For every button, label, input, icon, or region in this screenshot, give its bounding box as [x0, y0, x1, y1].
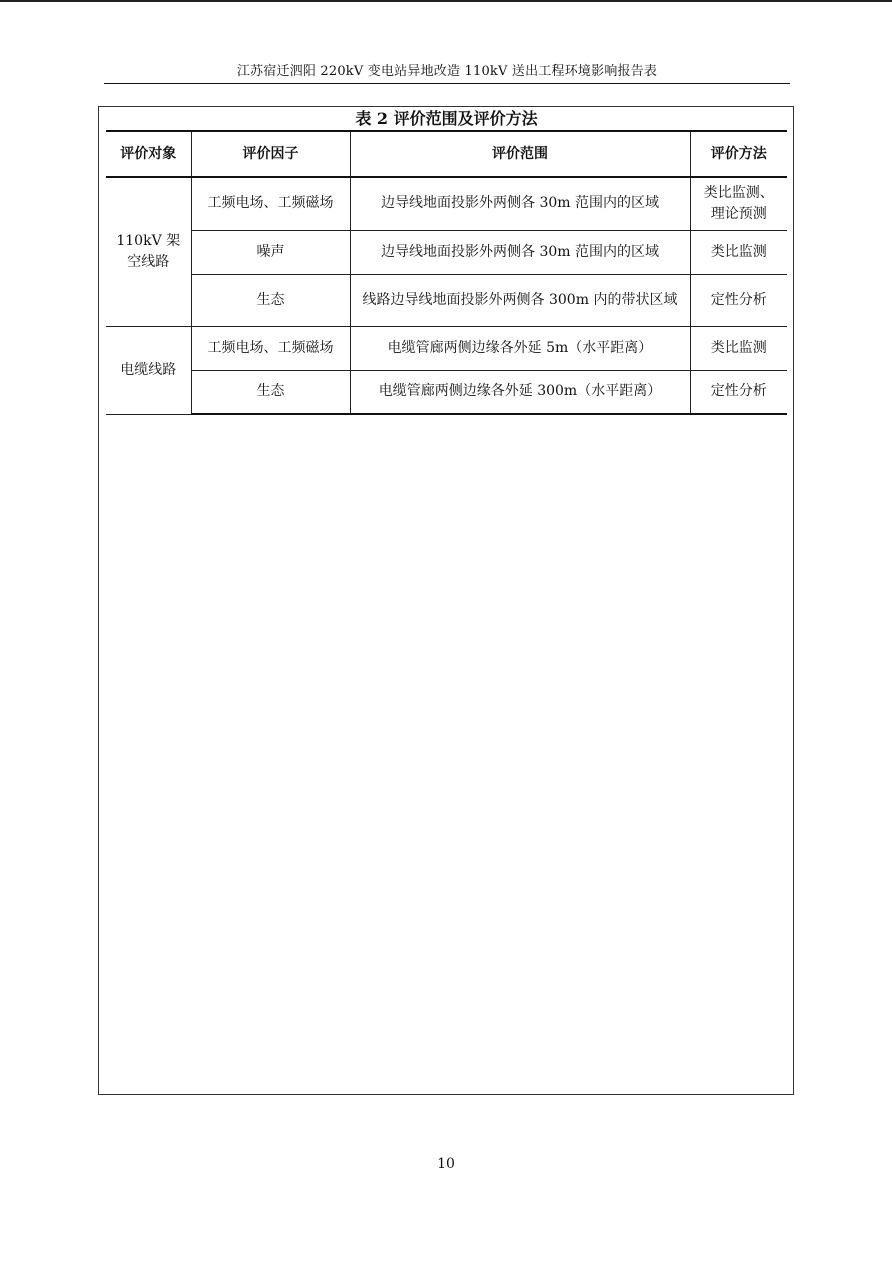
- page-top-edge: [0, 0, 892, 2]
- cell-method: 类比监测: [690, 326, 787, 370]
- cell-range: 边导线地面投影外两侧各 30m 范围内的区域: [350, 177, 690, 230]
- column-header-factor: 评价因子: [191, 131, 350, 177]
- column-header-range: 评价范围: [350, 131, 690, 177]
- cell-method: 定性分析: [690, 370, 787, 414]
- document-header: 江苏宿迁泗阳 220kV 变电站异地改造 110kV 送出工程环境影响报告表: [236, 64, 658, 79]
- cell-object-cable-line: 电缆线路: [106, 326, 191, 414]
- cell-factor: 生态: [191, 274, 350, 326]
- table-row: [106, 326, 787, 370]
- table-row: [106, 274, 787, 326]
- cell-range: 电缆管廊两侧边缘各外延 5m（水平距离）: [350, 326, 690, 370]
- cell-factor: 工频电场、工频磁场: [191, 177, 350, 230]
- cell-method: 类比监测: [690, 230, 787, 274]
- cell-method: [690, 177, 787, 230]
- object-label: 110kV 架空线路: [116, 232, 181, 270]
- page-number: 10: [437, 1156, 455, 1172]
- cell-range: 线路边导线地面投影外两侧各 300m 内的带状区域: [350, 274, 690, 326]
- table-row: [106, 230, 787, 274]
- cell-factor: 生态: [191, 370, 350, 414]
- column-header-method: 评价方法: [690, 131, 787, 177]
- table-caption: 表 2 评价范围及评价方法: [355, 109, 538, 128]
- header-divider: [104, 83, 790, 84]
- cell-range: 电缆管廊两侧边缘各外延 300m（水平距离）: [350, 370, 690, 414]
- cell-method: 定性分析: [690, 274, 787, 326]
- table-row: [106, 177, 787, 230]
- cell-factor: 噪声: [191, 230, 350, 274]
- column-header-object: 评价对象: [106, 131, 191, 177]
- evaluation-table: [106, 130, 787, 415]
- cell-object-overhead-line: [106, 177, 191, 326]
- cell-range: 边导线地面投影外两侧各 30m 范围内的区域: [350, 230, 690, 274]
- method-label: 类比监测、理论预测: [703, 184, 774, 222]
- cell-factor: 工频电场、工频磁场: [191, 326, 350, 370]
- table-header-row: [106, 131, 787, 177]
- table-row: [106, 370, 787, 414]
